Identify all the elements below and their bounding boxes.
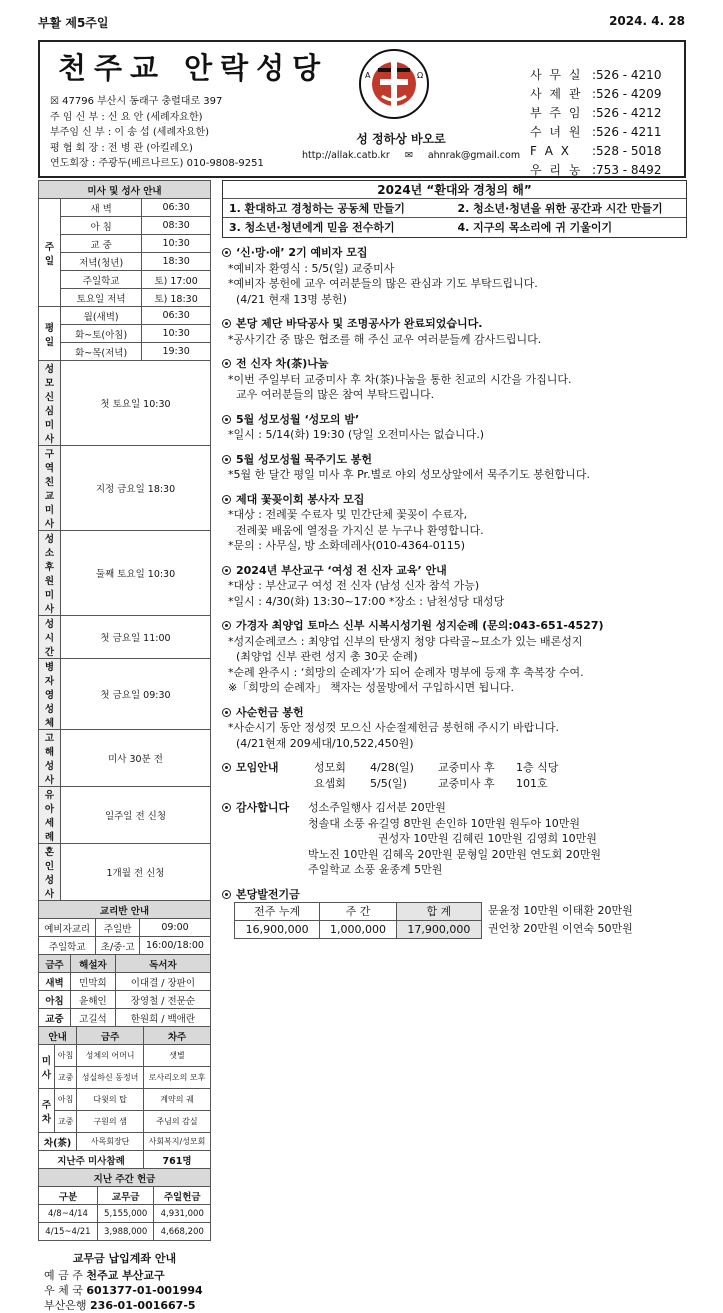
account-value: 천주교 부산교구 (86, 1269, 165, 1282)
offering-cell: 4/15~4/21 (39, 1223, 98, 1241)
account-row (44, 1283, 211, 1298)
mass-time: 06:30 (142, 199, 211, 217)
announcement (222, 245, 687, 307)
catechism-cell: 주일학교 (39, 937, 96, 955)
mass-time: 10:30 (142, 325, 211, 343)
readers-cell: 장영철 / 전문순 (115, 991, 210, 1009)
offering-header: 교무금 (97, 1187, 154, 1205)
readers-cell: 한원희 / 백애란 (115, 1009, 210, 1027)
account-label: 우 체 국 (44, 1284, 83, 1297)
guide-header: 차주 (144, 1027, 211, 1045)
tea-cell: 차(茶) (39, 1133, 77, 1151)
mass-name: 주일학교 (61, 271, 142, 289)
sacrament-name: 유 아 세 례 (39, 787, 61, 844)
announcement-line: ※「희망의 순례자」 책자는 성물방에서 구입하시면 됩니다. (228, 681, 514, 694)
sacrament-name: 고 해 성 사 (39, 730, 61, 787)
offering-title: 지난 주간 헌금 (39, 1169, 211, 1187)
weekday-label: 평일 (39, 307, 61, 361)
catechism-cell: 주일반 (96, 919, 140, 937)
thanks-line: 박노진 10만원 김혜옥 20만원 문형일 20만원 연도회 20만원 (308, 847, 601, 861)
announcement-line: *문의 : 사무실, 방 소화데레사(010-4364-0115) (228, 539, 466, 552)
mass-name: 교 중 (61, 235, 142, 253)
sacrament-name: 성모신심미사 (39, 361, 61, 446)
guide-header: 안내 (39, 1027, 77, 1045)
announcement (222, 316, 687, 347)
bullet-icon (222, 566, 231, 575)
readers-cell: 윤해인 (71, 991, 116, 1009)
mass-time: 19:30 (142, 343, 211, 361)
tea-cell: 사회복지/성모회 (144, 1133, 211, 1151)
colon: : (592, 144, 597, 158)
catechism-cell: 16:00/18:00 (140, 937, 211, 955)
phone-label: 우 리 농 (530, 163, 583, 177)
phone-row (530, 85, 661, 104)
phone-label: 사 제 관 (530, 87, 583, 101)
phone-number: 753 - 8492 (596, 163, 662, 177)
bullet-icon (222, 319, 231, 328)
colon: : (592, 68, 597, 82)
address: 47796 부산시 동래구 충렬대로 397 (62, 96, 223, 107)
catechism-cell: 초/중·고 (96, 937, 140, 955)
meeting-cell: 1층 식당 (516, 761, 559, 774)
mass-name: 아 침 (61, 217, 142, 235)
guide-cell: 성체의 어머니 (77, 1045, 144, 1067)
mass-name: 화~토(아침) (61, 325, 142, 343)
announcement-title-text: 2024년 부산교구 ‘여성 전 신자 교육’ 안내 (236, 563, 447, 577)
readers-cell: 고길석 (71, 1009, 116, 1027)
thanks-block (222, 800, 687, 878)
phone-directory (530, 66, 661, 180)
mass-time: 18:30 (142, 253, 211, 271)
bullet-icon (222, 359, 231, 368)
announcement-line: (최양업 신부 관련 성지 총 30곳 순례) (236, 650, 418, 663)
readers-header: 해설자 (71, 955, 116, 973)
sacrament-time: 일주일 전 신청 (61, 787, 211, 844)
announcement-title (222, 492, 687, 508)
account-info (38, 1251, 211, 1313)
issue-date: 2024. 4. 28 (609, 14, 685, 28)
account-title: 교무금 납입계좌 안내 (72, 1252, 177, 1265)
colon: : (592, 106, 597, 120)
svg-text:A: A (365, 71, 371, 80)
right-column (222, 180, 687, 939)
catechism-cell: 예비자교리 (39, 919, 96, 937)
announcement-line: *예비자 봉헌에 교우 여러분들의 많은 관심과 기도 부탁드립니다. (228, 277, 538, 290)
thanks-line: 권성자 10만원 김혜린 10만원 김영희 10만원 (378, 832, 597, 845)
assistant-pastor: 부주임 신 부 : 이 송 섭 (세례자요한) (50, 127, 210, 138)
guide-cell: 구원의 샘 (77, 1111, 144, 1133)
pastor: 주 임 신 부 : 신 요 안 (세례자요한) (50, 111, 203, 123)
readers-header: 독서자 (115, 955, 210, 973)
announcement-title-text: 5월 성모성월 묵주기도 봉헌 (236, 452, 373, 466)
readers-cell: 민막희 (71, 973, 116, 991)
announcement-title (222, 356, 687, 372)
announcement-title (222, 316, 687, 332)
meeting-cell: 4/28(일) (370, 761, 414, 774)
fund-donors (488, 902, 633, 939)
offering-cell: 4/8~4/14 (39, 1205, 98, 1223)
phone-row (530, 142, 661, 161)
meeting-cell: 교중미사 후 (438, 761, 495, 774)
bullet-icon (222, 708, 231, 717)
announcement-title-text: 가경자 최양업 토마스 신부 시복시성기원 성지순례 (문의:043-651-4527) (236, 619, 604, 632)
offering-cell: 4,931,000 (154, 1205, 211, 1223)
bullet-icon (222, 415, 231, 424)
announcement-line: *일시 : 5/14(화) 19:30 (당일 오전미사는 없습니다.) (228, 428, 485, 441)
announcement-list (222, 245, 687, 751)
fund-header: 전주 누계 (235, 903, 320, 921)
readers-cell: 교중 (39, 1009, 71, 1027)
readers-cell: 새벽 (39, 973, 71, 991)
guide-header: 금주 (77, 1027, 144, 1045)
fund-table (234, 902, 482, 939)
colon: : (592, 163, 597, 177)
offering-table (38, 1168, 211, 1241)
thanks-lines (308, 800, 601, 878)
year-theme-box (222, 180, 687, 238)
left-column (38, 180, 211, 1313)
announcement (222, 705, 687, 752)
offering-header: 구분 (39, 1187, 98, 1205)
mail-icon: ☒ (50, 96, 63, 107)
colon: : (592, 125, 597, 139)
announcement-line: 전례꽃 배움에 열정을 가지신 분 누구나 환영합니다. (236, 523, 484, 537)
colon: : (592, 87, 597, 101)
announcement (222, 412, 687, 443)
bullet-icon (222, 621, 231, 630)
announcement-line: (4/21현재 209세대/10,522,450원) (236, 736, 414, 750)
fund-value: 17,900,000 (396, 921, 481, 939)
phone-number: 526 - 4209 (596, 87, 662, 101)
bullet-icon (222, 455, 231, 464)
sacrament-name: 병자영성체 (39, 659, 61, 730)
offering-cell: 5,155,000 (97, 1205, 154, 1223)
tea-cell: 사목회장단 (77, 1133, 144, 1151)
theme-item: 1. 환대하고 경청하는 공동체 만들기 (229, 202, 405, 215)
guide-cell: 로사리오의 모후 (144, 1067, 211, 1089)
mass-name: 월(새벽) (61, 307, 142, 325)
fund-block (222, 887, 687, 940)
catechism-cell: 09:00 (140, 919, 211, 937)
fund-title: 본당발전기금 (236, 887, 300, 901)
donor-line: 권언창 20만원 이연숙 50만원 (488, 922, 633, 935)
thanks-line: 청솔대 소풍 유길영 8만원 손인하 10만원 원두아 10만원 (308, 816, 580, 830)
bullet-icon (222, 495, 231, 504)
fund-value: 1,000,000 (320, 921, 396, 939)
donor-line: 문윤정 10만원 이태환 20만원 (488, 904, 633, 917)
church-info (50, 94, 264, 172)
announcement-line: *성지순례코스 : 최양업 신부의 탄생지 청양 다락골~묘소가 있는 배론성지 (228, 634, 583, 648)
announcement (222, 452, 687, 483)
thanks-line: 성소주일행사 김서분 20만원 (308, 801, 446, 814)
mass-name: 화~목(저녁) (61, 343, 142, 361)
guide-cell: 계약의 궤 (144, 1089, 211, 1111)
announcement-line: *대상 : 부산교구 여성 전 신자 (남성 신자 참석 가능) (228, 579, 480, 592)
meeting-cell: 성모회 (314, 761, 346, 774)
announcement-title (222, 705, 687, 721)
bullet-icon (222, 890, 231, 899)
announcement (222, 563, 687, 610)
meetings-title-text: 모임안내 (236, 761, 279, 774)
phone-number: 526 - 4210 (596, 68, 662, 82)
phone-row (530, 161, 661, 180)
guide-cell: 주님의 감실 (144, 1111, 211, 1133)
announcement-title (222, 452, 687, 468)
sunday-label: 주일 (39, 199, 61, 307)
email-icon: ✉ (404, 150, 413, 161)
phone-label: 부 주 임 (530, 106, 583, 120)
phone-row (530, 123, 661, 142)
bullet-icon (222, 763, 231, 772)
guide-table (38, 1026, 211, 1169)
sacrament-time: 1개월 전 신청 (61, 844, 211, 901)
sacrament-time: 첫 금요일 09:30 (61, 659, 211, 730)
catechism-title: 교리반 안내 (39, 901, 211, 919)
announcement-title-text: 본당 제단 바닥공사 및 조명공사가 완료되었습니다. (236, 317, 483, 330)
sacrament-name: 혼 인 성 사 (39, 844, 61, 901)
announcement-title-text: 제대 꽃꽂이회 봉사자 모집 (236, 492, 365, 506)
account-row (44, 1268, 211, 1283)
guide-cell: 교중 (55, 1067, 77, 1089)
readers-header: 금주 (39, 955, 71, 973)
fund-header: 합 계 (396, 903, 481, 921)
mass-time: 토) 18:30 (142, 289, 211, 307)
announcement (222, 356, 687, 403)
offering-header: 주일헌금 (154, 1187, 211, 1205)
bullet-icon (222, 803, 231, 812)
mass-name: 저녁(청년) (61, 253, 142, 271)
website-link[interactable]: http://allak.catb.kr (302, 150, 390, 161)
announcement-line: *일시 : 4/30(화) 13:30~17:00 *장소 : 남천성당 대성당 (228, 594, 505, 608)
account-value: 601377-01-001994 (86, 1284, 203, 1297)
meeting-cell: 5/5(일) (370, 776, 407, 790)
church-logo-icon (358, 48, 430, 120)
announcement-line: *5월 한 달간 평일 미사 후 Pr.별로 야외 성모상앞에서 묵주기도 봉헌합니다. (228, 468, 590, 481)
guide-cell: 성실하신 동정녀 (77, 1067, 144, 1089)
thanks-row (222, 800, 687, 878)
readers-cell: 이대결 / 장판이 (115, 973, 210, 991)
attendance-value: 761명 (144, 1151, 211, 1169)
svg-text:Ω: Ω (417, 71, 424, 80)
announcement-line: *이번 주일부터 교중미사 후 차(茶)나눔을 통한 친교의 시간을 가집니다. (228, 372, 572, 386)
meeting-cell: 요셉회 (314, 776, 346, 790)
offering-cell: 4,668,200 (154, 1223, 211, 1241)
thanks-title-text: 감사합니다 (236, 801, 290, 814)
meeting-cell: 101호 (516, 776, 548, 790)
council-president: 평 협 회 장 : 전 병 관 (아킬레오) (50, 142, 193, 154)
announcement-line: 교우 여러분들의 많은 참여 부탁드립니다. (236, 388, 435, 401)
sacrament-name: 성 시 간 (39, 616, 61, 659)
sacrament-name: 구역친교미사 (39, 446, 61, 531)
announcement-line: (4/21 현재 13명 봉헌) (236, 292, 347, 306)
mass-title: 미사 및 성사 안내 (39, 181, 211, 199)
top-bar (38, 14, 685, 34)
guide-cell: 아침 (55, 1089, 77, 1111)
mass-time: 06:30 (142, 307, 211, 325)
announcement-title (222, 563, 687, 579)
phone-number: 526 - 4211 (596, 125, 662, 139)
announcement-title (222, 245, 687, 261)
meetings-block (222, 760, 687, 791)
mass-time: 10:30 (142, 235, 211, 253)
theme-item: 4. 지구의 목소리에 귀 기울이기 (457, 221, 613, 234)
catechism-table (38, 900, 211, 955)
announcement-title-text: 5월 성모성월 ‘성모의 밤’ (236, 412, 360, 426)
sacrament-time: 첫 금요일 11:00 (61, 616, 211, 659)
union-president: 연도회장 : 주광두(베르나르도) 010-9808-9251 (50, 158, 264, 169)
announcement-line: *순례 완주시 : ‘희망의 순례자’가 되어 순례자 명부에 등재 후 축복장 수여. (228, 665, 584, 679)
phone-number: 528 - 5018 (596, 144, 662, 158)
account-list (38, 1268, 211, 1313)
meeting-cell: 교중미사 후 (438, 776, 495, 790)
fund-value: 16,900,000 (235, 921, 320, 939)
announcement (222, 492, 687, 554)
phone-label: 사 무 실 (530, 68, 583, 82)
bullet-icon (222, 248, 231, 257)
guide-group-label: 주차 (39, 1089, 55, 1133)
contact-links (302, 150, 532, 161)
mass-name: 토요일 저녁 (61, 289, 142, 307)
sacrament-time: 지정 금요일 18:30 (61, 446, 211, 531)
mass-time: 토) 17:00 (142, 271, 211, 289)
announcement-title (222, 412, 687, 428)
sacrament-time: 첫 토요일 10:30 (61, 361, 211, 446)
bulletin-header (38, 40, 686, 178)
phone-row (530, 66, 661, 85)
meetings-title (222, 760, 308, 776)
announcement-line: *공사기간 중 많은 협조를 해 주신 교우 여러분들께 감사드립니다. (228, 332, 542, 346)
thanks-title (222, 800, 308, 878)
attendance-label: 지난주 미사참례 (39, 1151, 144, 1169)
email-link[interactable]: ahnrak@gmail.com (427, 150, 521, 161)
theme-item: 2. 청소년·청년을 위한 공간과 시간 만들기 (457, 202, 663, 215)
sacrament-name: 성소후원미사 (39, 531, 61, 616)
announcement-title-text: 사순헌금 봉헌 (236, 705, 304, 719)
announcement-title-text: 전 신자 차(茶)나눔 (236, 357, 329, 370)
announcement-line: *대상 : 전례꽃 수료자 및 민간단체 꽃꽂이 수료자, (228, 508, 468, 521)
account-row (44, 1298, 211, 1313)
phone-label: F A X (530, 144, 571, 158)
guide-cell: 교중 (55, 1111, 77, 1133)
guide-group-label: 미사 (39, 1045, 55, 1089)
account-label: 예 금 주 (44, 1269, 83, 1282)
offering-cell: 3,988,000 (97, 1223, 154, 1241)
readers-cell: 아침 (39, 991, 71, 1009)
guide-cell: 다윗의 탑 (77, 1089, 144, 1111)
mass-time: 08:30 (142, 217, 211, 235)
liturgical-week: 부활 제5주일 (38, 16, 109, 30)
account-value: 236-01-001667-5 (90, 1299, 196, 1312)
fund-header: 주 간 (320, 903, 396, 921)
guide-cell: 샛별 (144, 1045, 211, 1067)
phone-label: 수 녀 원 (530, 125, 583, 139)
sacrament-time: 둘째 토요일 10:30 (61, 531, 211, 616)
phone-number: 526 - 4212 (596, 106, 662, 120)
announcement (222, 618, 687, 696)
account-label: 부산은행 (44, 1299, 87, 1312)
mass-schedule-table (38, 180, 211, 901)
theme-title: 2024년 “환대와 경청의 해” (223, 181, 686, 199)
church-name: 천주교 안락성당 (58, 51, 329, 85)
announcement-title (222, 618, 687, 634)
patron-saint: 성 정하상 바오로 (356, 132, 446, 146)
phone-row (530, 104, 661, 123)
announcement-line: *예비자 환영식 : 5/5(일) 교중미사 (228, 261, 395, 275)
announcement-line: *사순시기 동안 정성껏 모으신 사순절제헌금 봉헌해 주시기 바랍니다. (228, 721, 559, 734)
theme-item: 3. 청소년·청년에게 믿음 전수하기 (229, 221, 395, 234)
thanks-line: 주일학교 소풍 윤종계 5만원 (308, 863, 443, 876)
guide-cell: 아침 (55, 1045, 77, 1067)
announcement-title-text: ‘신·망·애’ 2기 예비자 모집 (236, 246, 368, 259)
sacrament-time: 미사 30분 전 (61, 730, 211, 787)
readers-table (38, 954, 211, 1027)
mass-name: 새 벽 (61, 199, 142, 217)
